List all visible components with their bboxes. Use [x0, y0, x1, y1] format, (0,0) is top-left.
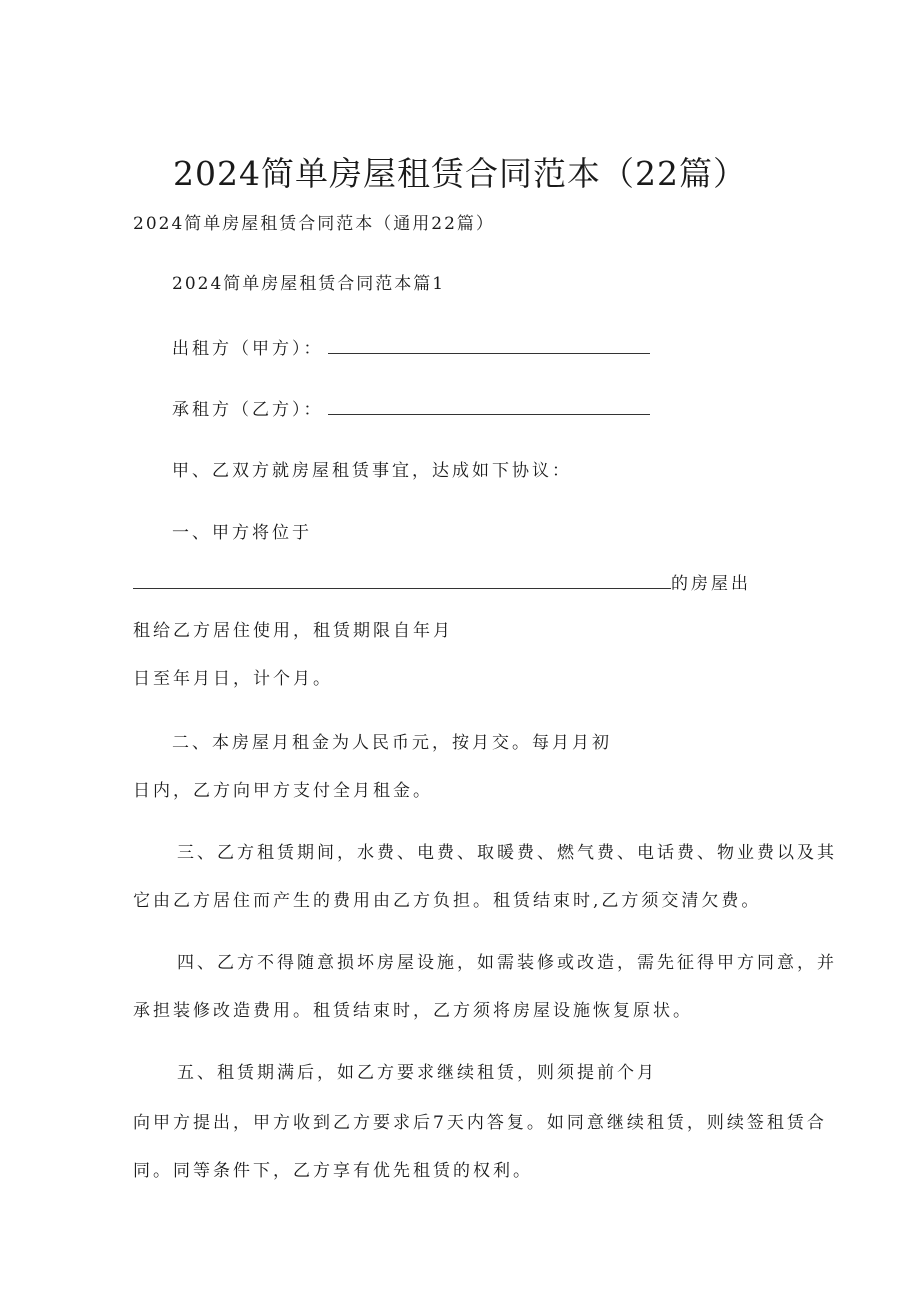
clause1-line2-suffix: 的房屋出 [671, 574, 751, 594]
clause5-line1: 五、租赁期满后，如乙方要求继续租赁，则须提前个月 [177, 1063, 657, 1083]
clause1-line2 [133, 572, 751, 595]
intro-paragraph: 甲、乙双方就房屋租赁事宜，达成如下协议： [172, 461, 572, 481]
lessor-line [172, 337, 650, 360]
clause4-line2: 承担装修改造费用。租赁结束时，乙方须将房屋设施恢复原状。 [133, 1001, 693, 1021]
clause2-line2: 日内，乙方向甲方支付全月租金。 [133, 781, 433, 801]
clause5-line3: 同。同等条件下，乙方享有优先租赁的权利。 [133, 1161, 533, 1181]
lessor-label: 出租方（甲方）： [172, 339, 324, 359]
clause2-line1: 二、本房屋月租金为人民币元，按月交。每月月初 [172, 733, 612, 753]
lessor-blank [328, 337, 650, 354]
lessee-label: 承租方（乙方）： [172, 400, 324, 420]
clause3-line2: 它由乙方居住而产生的费用由乙方负担。租赁结束时,乙方须交清欠费。 [133, 891, 762, 911]
article-heading: 2024简单房屋租赁合同范本篇1 [172, 274, 446, 294]
clause5-line2: 向甲方提出，甲方收到乙方要求后7天内答复。如同意继续租赁，则续签租赁合 [133, 1113, 827, 1133]
clause3-line1: 三、乙方租赁期间，水费、电费、取暖费、燃气费、电话费、物业费以及其 [177, 843, 837, 863]
document-title: 2024简单房屋租赁合同范本（22篇） [173, 154, 747, 193]
clause1-line4: 日至年月日，计个月。 [133, 669, 333, 689]
address-blank [133, 572, 671, 589]
lessee-line [172, 398, 650, 421]
clause1-line3: 租给乙方居住使用，租赁期限自年月 [133, 621, 453, 641]
clause1-line1: 一、甲方将位于 [172, 523, 312, 543]
document-subtitle: 2024简单房屋租赁合同范本（通用22篇） [133, 214, 495, 234]
lessee-blank [328, 398, 650, 415]
clause4-line1: 四、乙方不得随意损坏房屋设施，如需装修或改造，需先征得甲方同意，并 [177, 953, 837, 973]
